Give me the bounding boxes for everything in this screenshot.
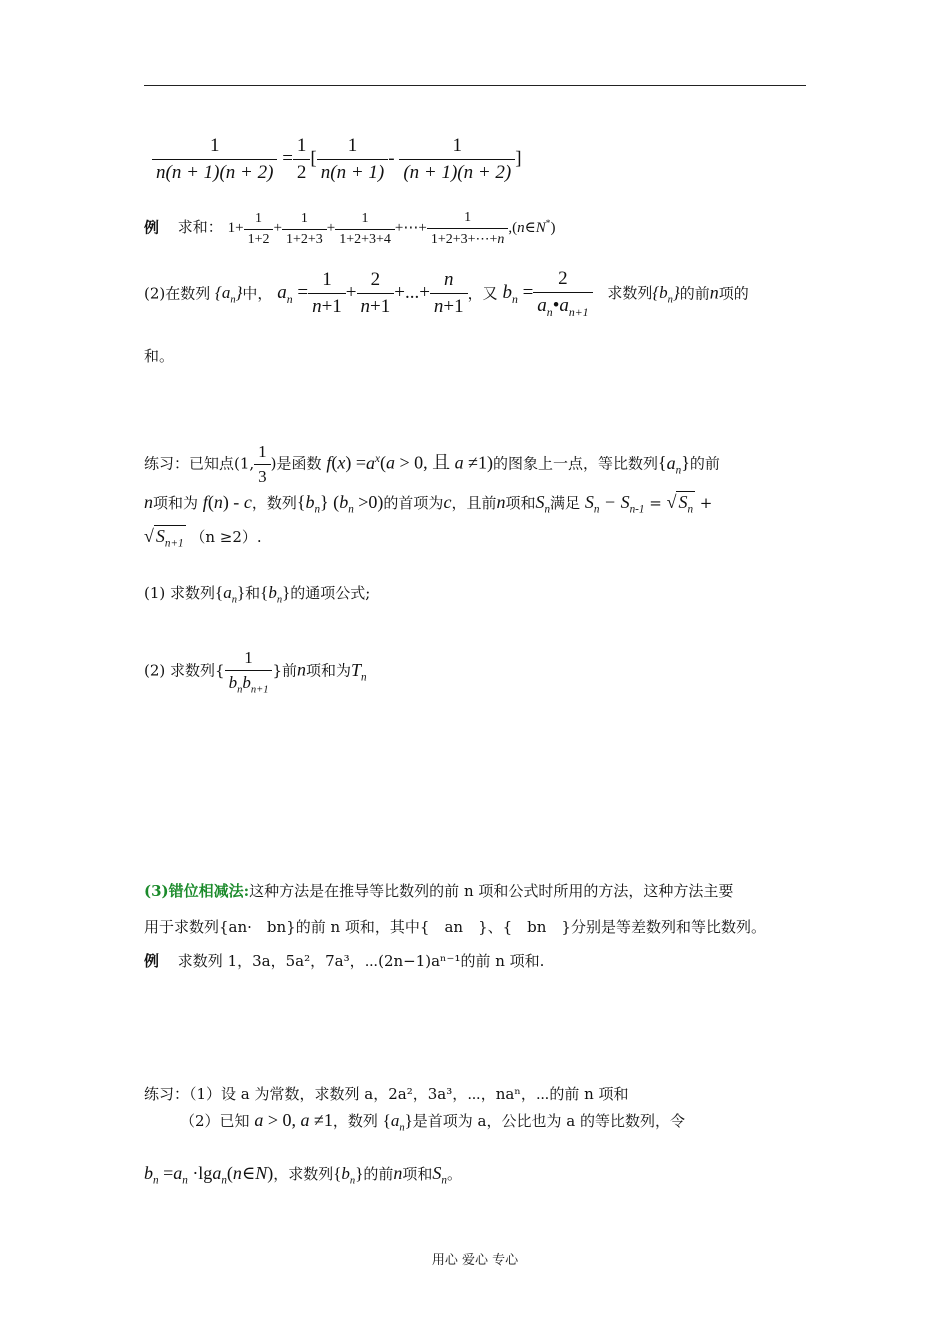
example-3: 例 求数列 1，3a，5a²，7a³，⋯(2n−1)aⁿ⁻¹的前 n 项和. [144, 952, 545, 970]
method-3-line2: 用于求数列{an· bn}的前 n 项和，其中{ an }、{ bn }分别是等差数列和等比数列。 [144, 918, 766, 936]
exercise-1-q1: (1) 求数列$\{a_n\}$和$\{b_n\}$的通项公式; [144, 583, 371, 606]
part-2-wrap: 和。 [144, 347, 175, 365]
exercise-1-q2: (2) 求数列{ $\frac{1}{b_nb_{n+1}}$ }前n项和为$T_n$ [144, 648, 367, 696]
exercise-3-line2: （2）已知 a > 0, a ≠1，数列 $\{a_n\}$是首项为 a，公比也为 a 的等比数列，令 [180, 1110, 685, 1134]
method-3-line1: (3)错位相减法:这种方法是在推导等比数列的前 n 项和公式时所用的方法，这种方法主要 [144, 882, 734, 900]
exercise-1-line1: 练习：已知点(1, $\frac{1}{3}$ )是函数 $f(x) =a^x(a > 0$, 且 a ≠1)的图象上一点，等比数列$\{a_n\}$的前 [144, 442, 720, 486]
page-footer: 用心 爱心 专心 [431, 1253, 519, 1268]
exercise-1-line3: √ $S_{n+1}$ （n ≥2）. [144, 526, 262, 550]
method-3-heading: (3)错位相减法: [144, 882, 250, 900]
header-rule [144, 85, 806, 86]
part-2-problem: (2)在数列 $\{a_n\}$中， $a_n$ = $\frac{1}{n+1}$ + $\frac{2}{n+1}$ +...+ $\frac{n}{n+1}$ ，又 $b_n$ = $\frac{2}{a_n•a_{n+1}}$ 求数列$\{b_n\}$的前n项的 [144, 268, 749, 319]
exercise-3-line3: $b_n =a_n$ ·lga$_n$(n∈N)，求数列$\{b_n\}$的前n项和$S_n$。 [144, 1163, 462, 1187]
example-sum: 例 求和： 1+ $\frac{1}{1+2}$ + $\frac{1}{1+2+3}$ + $\frac{1}{1+2+3+4}$ +⋯+ $\frac{1}{1+2+3+\cdots+n}$ ,(n∈N*) [144, 210, 556, 247]
example-label: 例 [144, 218, 160, 237]
exercise-1-line2: n项和为 f(n) - c，数列$\{b_n\}$ $(b_n >0)$的首项为c，且前n项和$S_n$满足 $S_n - S_{n-1}$ = √ $S_n$ + [144, 492, 713, 516]
partial-fraction-formula: $\frac{1}{n(n + 1)(n + 2)}$ = $\frac{1}{2}$ [ $\frac{1}{n(n + 1)}$ - $\frac{1}{(n + 1)(n + 2)}$ ] [152, 135, 522, 184]
exercise-3-line1: 练习：（1）设 a 为常数，求数列 a，2a²，3a³，⋯，naⁿ，⋯的前 n 项和 [144, 1085, 629, 1103]
